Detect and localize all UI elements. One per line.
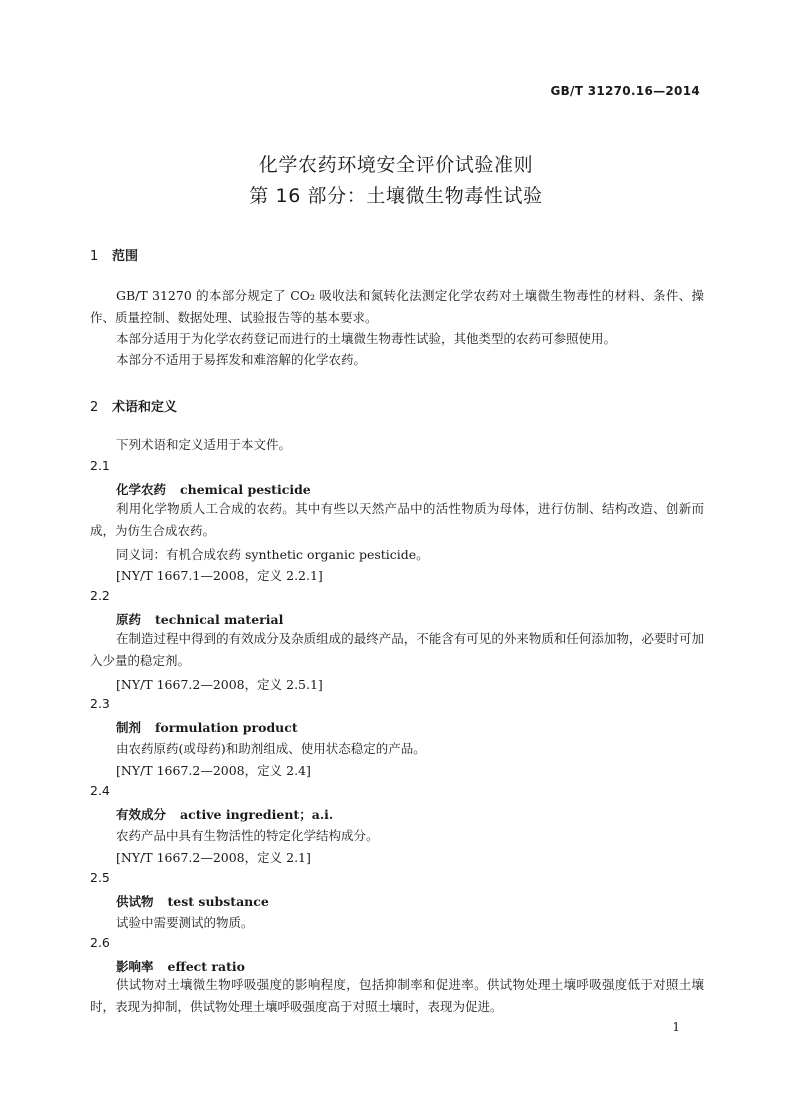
term-en: technical material bbox=[155, 612, 284, 627]
term-zh: 影响率 bbox=[116, 959, 154, 974]
page-number: 1 bbox=[672, 1020, 680, 1034]
paragraph: 本部分不适用于易挥发和难溶解的化学农药。 bbox=[116, 352, 367, 367]
term-definition: 农药产品中具有生物活性的特定化学结构成分。 bbox=[116, 828, 379, 843]
term-en: effect ratio bbox=[167, 959, 245, 974]
term-zh: 供试物 bbox=[116, 894, 154, 909]
paragraph: 本部分适用于为化学农药登记而进行的土壤微生物毒性试验，其他类型的农药可参照使用。 bbox=[116, 331, 617, 346]
term-zh: 有效成分 bbox=[116, 807, 167, 822]
standard-number: GB/T 31270.16—2014 bbox=[550, 84, 700, 98]
term-source: [NY/T 1667.2—2008，定义 2.5.1] bbox=[116, 677, 323, 692]
term-title bbox=[116, 610, 283, 628]
section-number: 2 bbox=[90, 400, 99, 415]
term-title bbox=[116, 718, 298, 736]
term-en: formulation product bbox=[155, 720, 298, 735]
term-title bbox=[116, 480, 311, 498]
term-number: 2.1 bbox=[90, 458, 110, 473]
term-definition: 试验中需要测试的物质。 bbox=[116, 915, 254, 930]
term-definition: 利用化学物质人工合成的农药。其中有些以天然产品中的活性物质为母体，进行仿制、结构改造、创新而成，为仿生合成农药。 bbox=[90, 501, 704, 538]
section-number: 1 bbox=[90, 249, 99, 264]
term-definition: 供试物对土壤微生物呼吸强度的影响程度，包括抑制率和促进率。供试物处理土壤呼吸强度低于对照土壤时，表现为抑制，供试物处理土壤呼吸强度高于对照土壤时，表现为促进。 bbox=[90, 977, 704, 1014]
document-title-line2: 第 16 部分：土壤微生物毒性试验 bbox=[249, 185, 543, 207]
term-source: [NY/T 1667.2—2008，定义 2.1] bbox=[116, 850, 311, 865]
term-number: 2.6 bbox=[90, 935, 110, 950]
section-intro: 下列术语和定义适用于本文件。 bbox=[116, 437, 292, 452]
term-title bbox=[116, 957, 245, 975]
term-source: [NY/T 1667.1—2008，定义 2.2.1] bbox=[116, 568, 323, 583]
term-number: 2.5 bbox=[90, 870, 110, 885]
term-title bbox=[116, 805, 333, 823]
term-zh: 化学农药 bbox=[116, 482, 167, 497]
term-zh: 原药 bbox=[116, 612, 142, 627]
term-zh: 制剂 bbox=[116, 720, 142, 735]
section-title: 范围 bbox=[112, 249, 139, 264]
section-title: 术语和定义 bbox=[112, 400, 178, 415]
term-title bbox=[116, 892, 269, 910]
section-2-heading bbox=[90, 396, 177, 415]
term-definition: 由农药原药(或母药)和助剂组成、使用状态稳定的产品。 bbox=[116, 741, 426, 756]
term-en: test substance bbox=[167, 894, 269, 909]
term-synonym: 同义词：有机合成农药 synthetic organic pesticide。 bbox=[116, 547, 429, 562]
term-en: active ingredient；a.i. bbox=[180, 807, 334, 822]
section-1-heading bbox=[90, 245, 138, 264]
term-definition: 在制造过程中得到的有效成分及杂质组成的最终产品，不能含有可见的外来物质和任何添加物，必要时可加入少量的稳定剂。 bbox=[90, 631, 704, 668]
term-en: chemical pesticide bbox=[180, 482, 311, 497]
term-number: 2.4 bbox=[90, 783, 110, 798]
paragraph: GB/T 31270 的本部分规定了 CO₂ 吸收法和氮转化法测定化学农药对土壤微生物毒性的材料、条件、操作、质量控制、数据处理、试验报告等的基本要求。 bbox=[90, 288, 704, 325]
document-title-line1: 化学农药环境安全评价试验准则 bbox=[258, 154, 534, 176]
term-number: 2.2 bbox=[90, 588, 110, 603]
term-number: 2.3 bbox=[90, 696, 110, 711]
term-source: [NY/T 1667.2—2008，定义 2.4] bbox=[116, 763, 311, 778]
